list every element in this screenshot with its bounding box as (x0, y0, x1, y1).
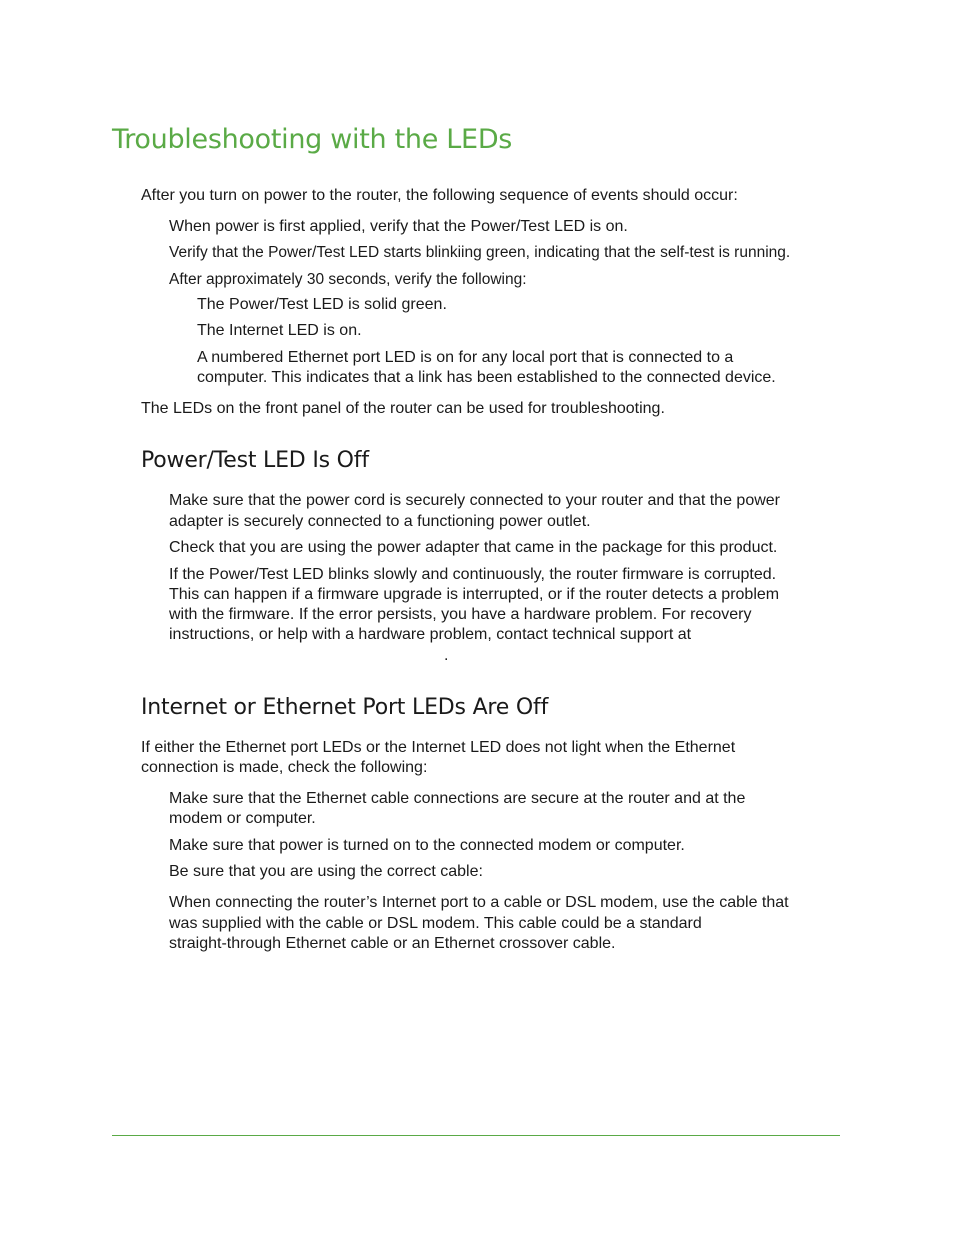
footer-divider (112, 1135, 840, 1136)
power-item-1-line-1: Make sure that the power cord is securely connected to your router and that the power (169, 492, 780, 509)
internet-item-4-line-2: was supplied with the cable or DSL modem. This cable could be a standard (169, 915, 702, 932)
power-item-3-line-2: This can happen if a firmware upgrade is interrupted, or if the router detects a problem (169, 586, 780, 603)
internet-item-3: Be sure that you are using the correct cable: (169, 863, 483, 880)
intro-substep-3-line-2: computer. This indicates that a link has been established to the connected device. (197, 369, 776, 386)
internet-lead-line-1: If either the Ethernet port LEDs or the Internet LED does not light when the Ethernet (141, 739, 736, 756)
power-item-2: Check that you are using the power adapter that came in the package for this product. (169, 539, 778, 556)
internet-item-2: Make sure that power is turned on to the connected modem or computer. (169, 837, 685, 854)
power-item-3-line-4: instructions, or help with a hardware problem, contact technical support at (169, 626, 692, 643)
page-title: Troubleshooting with the LEDs (112, 124, 513, 155)
internet-item-1-line-1: Make sure that the Ethernet cable connections are secure at the router and at the (169, 790, 746, 807)
internet-section-heading: Internet or Ethernet Port LEDs Are Off (141, 695, 549, 720)
intro-lead: After you turn on power to the router, the following sequence of events should occur: (141, 187, 738, 204)
power-section-heading: Power/Test LED Is Off (141, 448, 369, 473)
intro-closing: The LEDs on the front panel of the router can be used for troubleshooting. (141, 400, 665, 417)
internet-item-1-line-2: modem or computer. (169, 810, 316, 827)
power-item-3-line-3: with the firmware. If the error persists, you have a hardware problem. For recovery (169, 606, 752, 623)
internet-item-4-line-3: straight-through Ethernet cable or an Ethernet crossover cable. (169, 935, 616, 952)
intro-substep-1: The Power/Test LED is solid green. (197, 296, 447, 313)
intro-substep-3-line-1: A numbered Ethernet port LED is on for any local port that is connected to a (197, 349, 734, 366)
intro-step-3: After approximately 30 seconds, verify the following: (169, 271, 527, 288)
internet-item-4-line-1: When connecting the router’s Internet port to a cable or DSL modem, use the cable that (169, 894, 789, 911)
power-item-3-line-1: If the Power/Test LED blinks slowly and continuously, the router firmware is corrupted. (169, 566, 777, 583)
power-item-3-period: . (444, 647, 449, 664)
internet-lead-line-2: connection is made, check the following: (141, 759, 428, 776)
intro-step-1: When power is first applied, verify that the Power/Test LED is on. (169, 218, 628, 235)
intro-step-2: Verify that the Power/Test LED starts blinkiing green, indicating that the self-test is running. (169, 244, 791, 261)
power-item-1-line-2: adapter is securely connected to a functioning power outlet. (169, 513, 591, 530)
intro-substep-2: The Internet LED is on. (197, 322, 362, 339)
